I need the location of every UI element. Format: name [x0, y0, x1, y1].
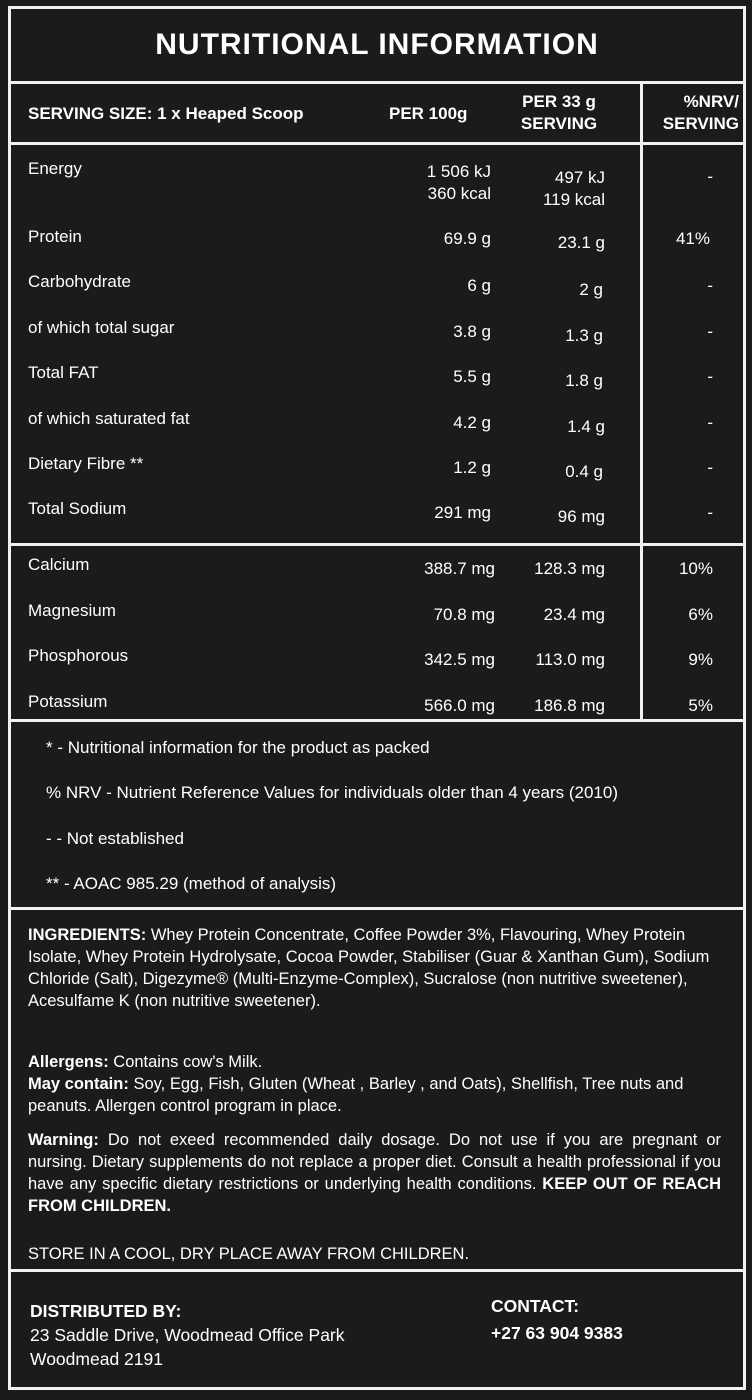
warning-label: Warning: — [28, 1131, 99, 1149]
may-contain-label: May contain: — [28, 1075, 129, 1093]
divider — [11, 907, 743, 910]
footnote: ** - AOAC 985.29 (method of analysis) — [46, 874, 337, 893]
contact — [491, 1294, 623, 1345]
per100-header: PER 100g — [389, 104, 468, 123]
contact-label: CONTACT: — [491, 1296, 580, 1316]
ingredients-text: Whey Protein Concentrate, Coffee Powder 3%, Flavouring, Whey Protein Isolate, Whey Protein Hydrolysate, Cocoa Powder, Stabiliser (Guar & Xanthan Gum), Sodium Chloride (Salt), Digezyme® (Multi-Enzyme-Complex), Sucralose (non nutritive sweetener), Acesulfame K (non nutritive sweetener). — [28, 926, 710, 1010]
per-serving-header: PER 33 g SERVING — [520, 92, 598, 133]
allergens: Allergens: Contains cow's Milk. May contain: Soy, Egg, Fish, Gluten (Wheat , Barley , and Oats), Shellfish, Tree nuts and peanuts. Allergen control program in place. — [28, 1053, 684, 1115]
ingredients-label: INGREDIENTS: — [28, 926, 147, 944]
footnotes — [11, 722, 743, 908]
warning: Warning: Do not exeed recommended daily dosage. Do not use if you are pregnant or nursing. Dietary supplements do not replace a proper diet. Consult a health professional if you have any specific dietary restrictions or underlying health conditions. KEEP OUT OF REACH FROM CHILDREN. — [28, 1131, 721, 1215]
ingredients — [28, 924, 721, 1012]
page-title: NUTRITIONAL INFORMATION — [155, 28, 599, 61]
table-header — [11, 84, 743, 144]
address-line: 23 Saddle Drive, Woodmead Office Park — [30, 1325, 345, 1345]
divider — [11, 142, 743, 145]
keep-away-text: KEEP OUT OF REACH FROM CHILDREN. — [28, 1175, 721, 1215]
footnote: * - Nutritional information for the product as packed — [46, 738, 430, 757]
serving-size-header: SERVING SIZE: 1 x Heaped Scoop — [28, 104, 304, 123]
footnote: - - Not established — [46, 829, 184, 848]
footnote: % NRV - Nutrient Reference Values for individuals older than 4 years (2010) — [46, 783, 618, 802]
distributor-label: DISTRIBUTED BY: — [30, 1301, 182, 1321]
nrv-header: %NRV/ SERVING — [662, 92, 739, 133]
allergens-label: Allergens: — [28, 1053, 109, 1071]
address-line: Woodmead 2191 — [30, 1349, 163, 1369]
storage-instructions: STORE IN A COOL, DRY PLACE AWAY FROM CHILDREN. — [28, 1245, 470, 1263]
phone-number: +27 63 904 9383 — [491, 1323, 623, 1343]
divider — [11, 543, 743, 546]
distributor — [30, 1299, 345, 1371]
nutrition-label: NUTRITIONAL INFORMATION SERVING SIZE: 1 x Heaped Scoop PER 100g PER 33 g SERVING %NRV/ SERVING Energy 1 506 kJ 360 kcal 497 kJ 119 kcal - Protein 69.9 g 23.1 g 41% Carbohydrate 6 g 2 g - of which total sugar 3.8 g 1.3 g - Total FAT 5.5 g 1.8 g - of which saturated fat 4.2 g 1.4 g - Dietary Fibre ** 1.2 g 0.4 g - Total Sodium 291 mg 96 mg - Calcium 388.7 mg 128.3 mg 10% Magnesium 70.8 mg 23.4 mg 6% Phosphorous 342.5 mg 113.0 mg 9% Potassium 566.0 mg 186.8 mg 5% * - Nutritional information for the product as packed % NRV - Nutrient Reference Values for individuals older than 4 years (2010) - - Not established ** - AOAC 985.29 (method of analysis) INGREDIENTS: Whey Protein Concentrate, Coffee Powder 3%, Flavouring, Whey Protein Isolate, Whey Protein Hydrolysate, Cocoa Powder, Stabiliser (Guar & Xanthan Gum), Sodium Chloride (Salt), Digezyme® (Multi-Enzyme-Complex), Sucralose (non nutritive sweetener), Acesulfame K (non nutritive sweetener). Allergens: Contains cow's Milk. May contain: Soy, Egg, Fish, Gluten (Wheat , Barley , and Oats), Shellfish, Tree nuts and peanuts. Allergen control program in place. Warning: Do not exeed recommended daily dosage. Do not use if you are pregnant or nursing. Dietary supplements do not replace a proper diet. Consult a health professional if you have any specific dietary restrictions or underlying health conditions. KEEP OUT OF REACH FROM CHILDREN. STORE IN A COOL, DRY PLACE AWAY FROM CHILDREN. DISTRIBUTED BY: 23 Saddle Drive, Woodmead Office Park Woodmead 2191 CONTACT: +27 63 904 9383 — [8, 6, 746, 1390]
column-divider — [640, 81, 643, 721]
distributor-section — [11, 1272, 743, 1387]
